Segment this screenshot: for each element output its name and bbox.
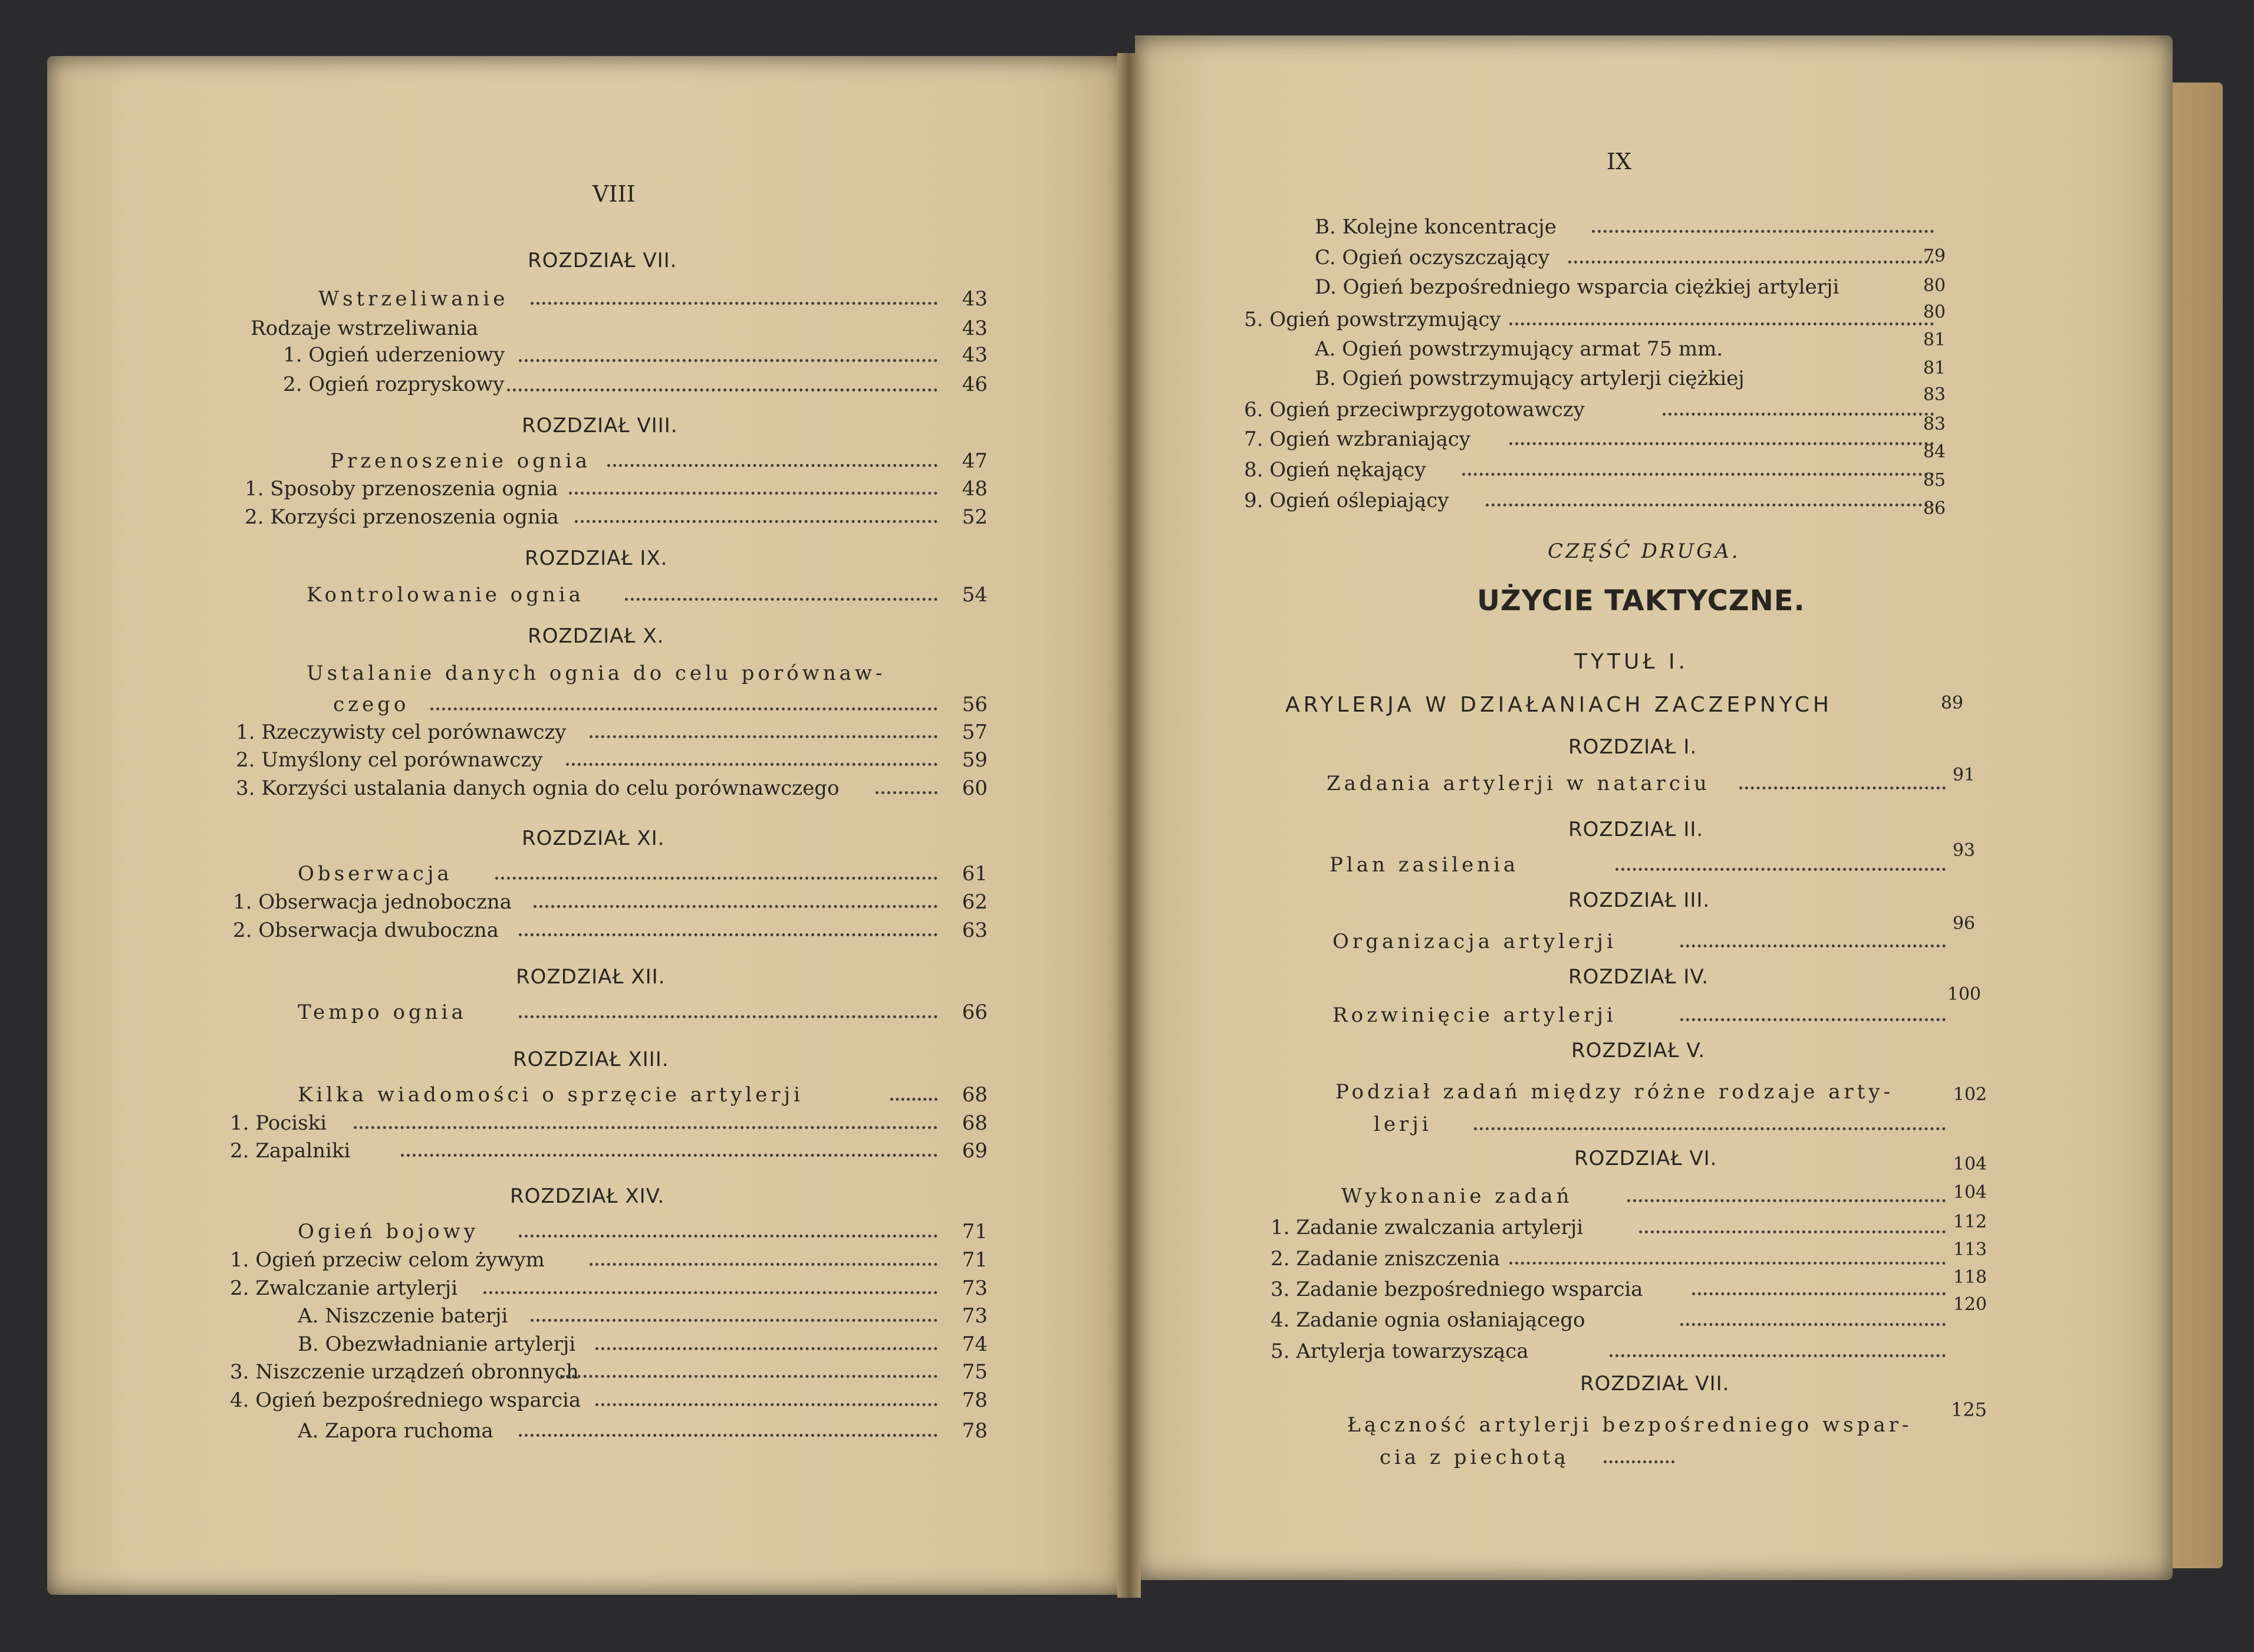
toc-entry: 2. Ogień rozpryskowy [283, 373, 505, 396]
toc-entry: Wykonanie zadań [1341, 1184, 1573, 1208]
toc-entry: 2. Zwalczanie artylerji [230, 1276, 458, 1300]
toc-entry: cia z piechotą [1380, 1446, 1569, 1469]
toc-entry: Tempo ognia [298, 1001, 467, 1024]
leader-dots [534, 903, 937, 908]
toc-entry: A. Niszczenie baterji [298, 1304, 508, 1328]
leader-dots [495, 874, 937, 880]
chapter-heading: ROZDZIAŁ XIV. [510, 1184, 665, 1208]
toc-entry: Ogień bojowy [298, 1220, 479, 1243]
leader-dots [519, 1232, 937, 1238]
toc-entry: 2. Zadanie zniszczenia [1271, 1247, 1501, 1271]
toc-page: 52 [962, 505, 988, 529]
leader-dots [569, 489, 937, 495]
leader-dots [566, 761, 937, 766]
leader-dots [354, 1124, 937, 1129]
leader-dots [625, 595, 937, 601]
chapter-heading: ROZDZIAŁ II. [1568, 818, 1704, 841]
toc-page: 57 [962, 720, 988, 744]
toc-entry: 6. Ogień przeciwprzygotowawczy [1244, 398, 1585, 422]
toc-entry: 2. Umyślony cel porównawczy [236, 748, 543, 772]
toc-entry: Kontrolowanie ognia [307, 583, 584, 607]
book-gutter [1117, 53, 1141, 1598]
toc-page: 85 [1923, 470, 1946, 491]
toc-page: 71 [962, 1220, 988, 1243]
toc-page: 100 [1947, 984, 1981, 1005]
chapter-heading: ROZDZIAŁ VII. [528, 249, 677, 272]
toc-page: 68 [962, 1111, 988, 1135]
leader-dots [401, 1151, 937, 1157]
toc-page: 69 [962, 1139, 988, 1163]
toc-page: 75 [962, 1360, 988, 1384]
toc-entry: C. Ogień oczyszczający [1315, 246, 1550, 269]
leader-dots [519, 931, 937, 936]
leader-dots [531, 300, 937, 305]
toc-page: 43 [962, 287, 988, 311]
chapter-heading: ROZDZIAŁ X. [528, 624, 664, 648]
toc-page: 48 [962, 477, 988, 501]
leader-dots [1627, 1197, 1946, 1202]
leader-dots [519, 1431, 937, 1437]
toc-page: 71 [962, 1248, 988, 1272]
toc-page: 84 [1923, 442, 1946, 462]
leader-dots [1604, 1458, 1674, 1463]
chapter-heading: ROZDZIAŁ VII. [1580, 1372, 1730, 1396]
toc-page: 113 [1953, 1239, 1987, 1260]
leader-dots [1739, 784, 1946, 789]
toc-page: 125 [1950, 1398, 1987, 1421]
toc-entry: Obserwacja [298, 862, 453, 886]
chapter-heading: ROZDZIAŁ VIII. [522, 414, 678, 437]
leader-dots [1680, 1321, 1946, 1326]
chapter-heading: ROZDZIAŁ XIII. [513, 1048, 669, 1071]
toc-entry: A. Zapora ruchoma [298, 1419, 493, 1443]
leader-dots [1639, 1228, 1946, 1233]
toc-entry: Ustalanie danych ognia do celu porównaw- [307, 662, 886, 685]
toc-entry: 1. Ogień uderzeniowy [283, 343, 505, 367]
chapter-heading: ROZDZIAŁ VI. [1574, 1147, 1717, 1170]
leader-dots [1509, 320, 1934, 325]
toc-entry: Zadania artylerji w natarciu [1327, 772, 1710, 795]
leader-dots [1462, 470, 1934, 476]
leader-dots [1692, 1290, 1946, 1295]
leader-dots [590, 733, 937, 738]
toc-page: 86 [1923, 498, 1946, 519]
chapter-heading: ROZDZIAŁ V. [1571, 1039, 1706, 1062]
toc-entry: 4. Zadanie ognia osłaniającego [1271, 1308, 1585, 1332]
toc-page: 73 [962, 1276, 988, 1300]
toc-entry: B. Ogień powstrzymujący artylerji ciężkiej [1315, 367, 1745, 390]
toc-entry: Podział zadań między różne rodzaje arty- [1335, 1080, 1894, 1104]
part-title: UŻYCIE TAKTYCZNE. [1477, 584, 1805, 617]
leader-dots [595, 1401, 937, 1406]
toc-entry: 4. Ogień bezpośredniego wsparcia [230, 1388, 581, 1412]
leader-dots [595, 1345, 937, 1350]
title-heading: TYTUŁ I. [1574, 650, 1689, 674]
toc-page: 89 [1940, 693, 1963, 713]
toc-page: 63 [962, 919, 988, 942]
toc-page: 96 [1952, 913, 1975, 934]
left-folio: VIII [593, 181, 636, 207]
leader-dots [1486, 501, 1934, 506]
toc-entry: 1. Ogień przeciw celom żywym [230, 1248, 545, 1272]
toc-page: 47 [962, 449, 988, 473]
toc-page: 46 [962, 373, 988, 396]
toc-page: 78 [962, 1388, 988, 1412]
toc-page: 83 [1923, 384, 1946, 405]
toc-entry: czego [333, 693, 410, 716]
chapter-heading: ROZDZIAŁ IV. [1568, 965, 1709, 989]
leader-dots [519, 357, 937, 362]
toc-entry: 1. Pociski [230, 1111, 327, 1135]
toc-entry: 3. Korzyści ustalania danych ognia do celu porównawczego [236, 776, 840, 800]
leader-dots [1592, 228, 1934, 233]
toc-page: 61 [962, 862, 988, 886]
leader-dots [1610, 1352, 1946, 1357]
toc-entry: Plan zasilenia [1330, 853, 1519, 877]
leader-dots [1680, 1016, 1946, 1021]
toc-entry: 5. Artylerja towarzysząca [1271, 1340, 1529, 1363]
toc-entry: Organizacja artylerji [1332, 930, 1617, 953]
chapter-heading: ROZDZIAŁ IX. [525, 547, 668, 570]
leader-dots [1509, 1259, 1946, 1265]
leader-dots [430, 705, 937, 710]
toc-entry: Przenoszenie ognia [330, 449, 591, 473]
toc-entry: 9. Ogień oślepiający [1244, 489, 1449, 512]
leader-dots [507, 386, 937, 391]
toc-page: 83 [1923, 414, 1946, 435]
toc-entry: B. Obezwładnianie artylerji [298, 1332, 576, 1356]
toc-entry: 1. Rzeczywisty cel porównawczy [236, 720, 567, 744]
toc-entry: 7. Ogień wzbraniający [1244, 427, 1470, 451]
title-name: ARYLERJA W DZIAŁANIACH ZACZEPNYCH [1285, 693, 1832, 717]
leader-dots [1663, 410, 1934, 416]
toc-page: 54 [962, 583, 988, 607]
toc-entry: B. Kolejne koncentracje [1315, 215, 1557, 239]
leader-dots [590, 1261, 937, 1266]
leader-dots [890, 1095, 937, 1101]
leader-dots [560, 1373, 937, 1378]
right-folio: IX [1607, 149, 1632, 175]
toc-page: 68 [962, 1083, 988, 1107]
leader-dots [1680, 942, 1946, 947]
leader-dots [1509, 440, 1934, 445]
toc-page: 56 [962, 693, 988, 716]
leader-dots [575, 518, 937, 523]
toc-entry: Wstrzeliwanie [318, 287, 509, 311]
toc-entry: A. Ogień powstrzymujący armat 75 mm. [1315, 337, 1723, 361]
toc-entry: 8. Ogień nękający [1244, 458, 1426, 482]
toc-entry: 2. Zapalniki [230, 1139, 351, 1163]
toc-page: 91 [1952, 765, 1975, 785]
toc-page: 74 [962, 1332, 988, 1356]
part-heading: CZĘŚĆ DRUGA. [1548, 539, 1740, 563]
toc-page: 104 [1953, 1154, 1987, 1174]
leader-dots [1615, 866, 1946, 871]
toc-page: 59 [962, 748, 988, 772]
leader-dots [531, 1317, 937, 1322]
toc-entry: 1. Sposoby przenoszenia ognia [245, 477, 558, 501]
toc-entry: 5. Ogień powstrzymujący [1244, 308, 1501, 331]
toc-entry: lerji [1374, 1113, 1432, 1136]
toc-entry: 3. Niszczenie urządzeń obronnych [230, 1360, 579, 1384]
toc-page: 43 [962, 343, 988, 367]
toc-entry: Rodzaje wstrzeliwania [251, 317, 479, 340]
toc-entry: 1. Zadanie zwalczania artylerji [1271, 1216, 1584, 1239]
toc-entry: Kilka wiadomości o sprzęcie artylerji [298, 1083, 804, 1107]
leader-dots [607, 462, 937, 467]
chapter-heading: ROZDZIAŁ XII. [516, 965, 666, 989]
toc-entry: 2. Obserwacja dwuboczna [233, 919, 499, 942]
toc-page: 120 [1953, 1294, 1987, 1315]
leader-dots [1474, 1125, 1946, 1130]
toc-page: 60 [962, 776, 988, 800]
toc-page: 78 [962, 1419, 988, 1443]
chapter-heading: ROZDZIAŁ III. [1568, 888, 1710, 912]
toc-entry: Rozwinięcie artylerji [1332, 1003, 1617, 1027]
chapter-heading: ROZDZIAŁ I. [1568, 735, 1697, 759]
toc-page: 112 [1953, 1212, 1987, 1232]
toc-page: 93 [1952, 840, 1975, 861]
toc-entry: 3. Zadanie bezpośredniego wsparcia [1271, 1278, 1643, 1301]
toc-page: 66 [962, 1001, 988, 1024]
toc-page: 81 [1923, 358, 1946, 379]
toc-page: 79 [1923, 246, 1946, 266]
toc-page: 73 [962, 1304, 988, 1328]
toc-page: 43 [962, 317, 988, 340]
leader-dots [876, 789, 937, 794]
toc-page: 104 [1953, 1182, 1987, 1203]
toc-page: 80 [1923, 302, 1946, 322]
leader-dots [1568, 258, 1934, 264]
toc-page: 62 [962, 890, 988, 914]
toc-entry: Łączność artylerji bezpośredniego wspar- [1347, 1413, 1913, 1437]
toc-entry: D. Ogień bezpośredniego wsparcia ciężkiej artylerji [1315, 275, 1840, 299]
toc-entry: 1. Obserwacja jednoboczna [233, 890, 512, 914]
toc-page: 102 [1953, 1084, 1987, 1105]
chapter-heading: ROZDZIAŁ XI. [522, 827, 665, 850]
toc-entry: 2. Korzyści przenoszenia ognia [245, 505, 559, 529]
leader-dots [519, 1013, 937, 1018]
leader-dots [483, 1289, 937, 1294]
toc-page: 81 [1923, 330, 1946, 350]
toc-page: 80 [1923, 275, 1946, 296]
toc-page: 118 [1953, 1267, 1987, 1288]
